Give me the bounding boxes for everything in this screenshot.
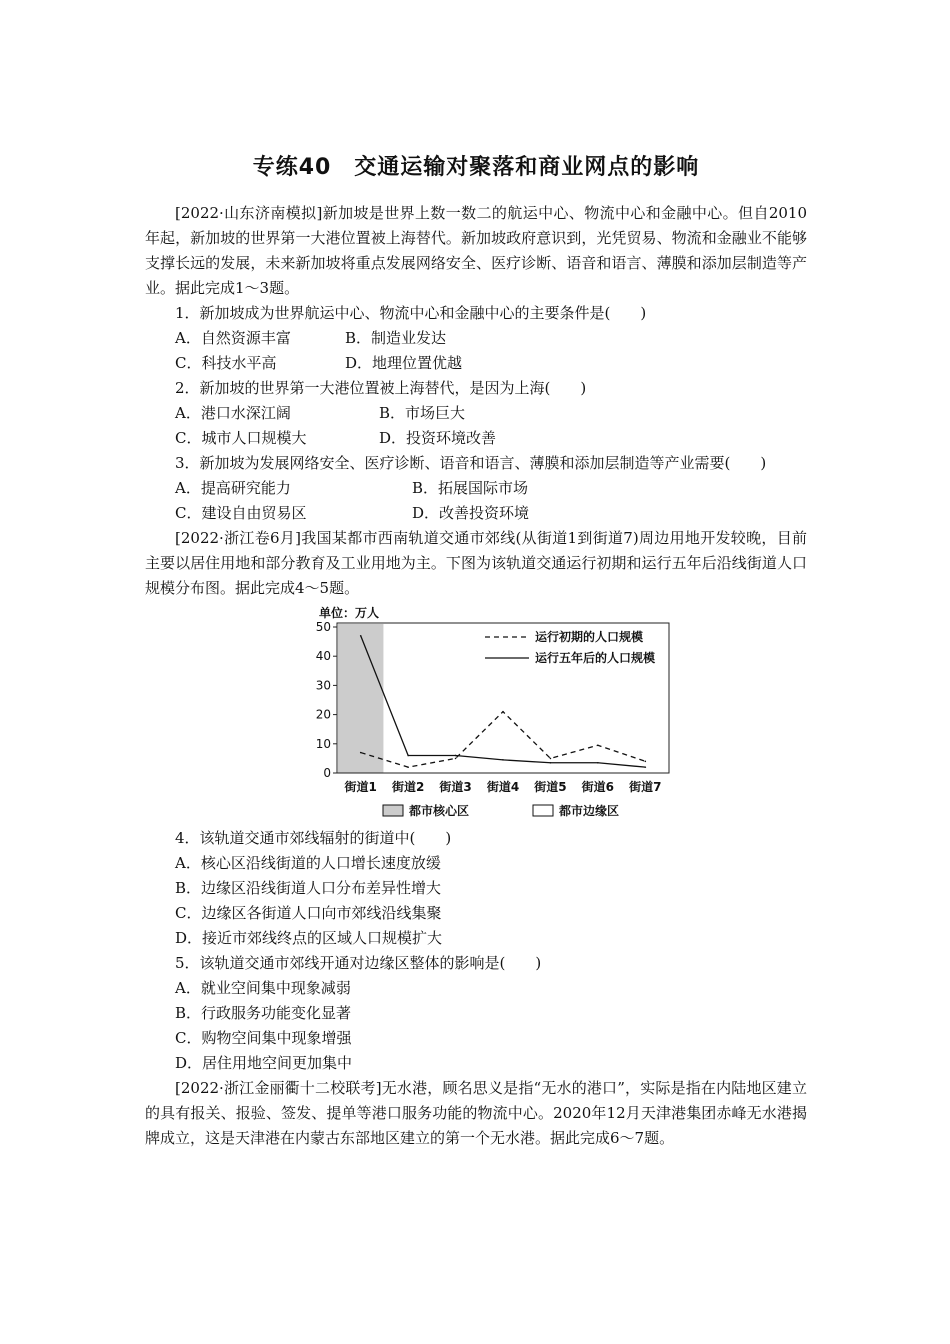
data-point (502, 711, 504, 713)
question-2-options-row1 (145, 401, 807, 426)
option-3b: B．拓展国际市场 (412, 479, 529, 497)
legend-label: 运行初期的人口规模 (535, 630, 644, 644)
x-tick-label: 街道4 (486, 780, 520, 794)
question-2: 2．新加坡的世界第一大港位置被上海替代，是因为上海( ) (175, 379, 587, 397)
core-zone-shading (338, 624, 383, 773)
zone-legend-swatch (383, 805, 403, 816)
group1-intro: [2022·山东济南模拟]新加坡是世界上数一数二的航运中心、物流中心和金融中心。但自2010年起，新加坡的世界第一大港位置被上海替代。新加坡政府意识到，光凭贸易、物流和金融业不能够支撑长远的发展，未来新加坡将重点发展网络安全、医疗诊断、语音和语言、薄膜和添加层制造等产业。据此完成1～3题。 (145, 204, 807, 297)
question-3-options-row2 (145, 501, 807, 526)
option-5c: C．购物空间集中现象增强 (175, 1029, 352, 1047)
question-2-options-row2 (145, 426, 807, 451)
option-5a: A．就业空间集中现象减弱 (175, 979, 351, 997)
option-5b: B．行政服务功能变化显著 (175, 1004, 352, 1022)
x-tick-label: 街道3 (439, 780, 472, 794)
option-2d: D．投资环境改善 (379, 429, 497, 447)
option-4c: C．边缘区各街道人口向市郊线沿线集聚 (175, 904, 442, 922)
population-chart (145, 601, 807, 826)
data-point (550, 762, 552, 764)
x-tick-label: 街道2 (391, 780, 425, 794)
question-4: 4．该轨道交通市郊线辐射的街道中( ) (175, 829, 452, 847)
option-1d: D．地理位置优越 (345, 354, 463, 372)
option-1b: B．制造业发达 (345, 329, 447, 347)
data-point (597, 744, 599, 746)
x-tick-label: 街道5 (534, 780, 567, 794)
data-point (502, 759, 504, 761)
zone-legend-swatch (533, 805, 553, 816)
x-tick-label: 街道7 (629, 780, 662, 794)
option-3a: A．提高研究能力 (175, 479, 291, 497)
population-chart-svg (145, 601, 807, 826)
y-tick-label: 10 (315, 736, 331, 751)
data-point (644, 766, 646, 768)
option-3d: D．改善投资环境 (412, 504, 530, 522)
question-1-options-row2 (145, 351, 807, 376)
zone-legend-label: 都市边缘区 (559, 804, 620, 818)
option-4b: B．边缘区沿线街道人口分布差异性增大 (175, 879, 442, 897)
data-point (644, 761, 646, 763)
data-point (360, 635, 362, 637)
page-title: 专练40 交通运输对聚落和商业网点的影响 (252, 155, 700, 180)
zone-legend-label: 都市核心区 (409, 804, 470, 818)
option-3c: C．建设自由贸易区 (175, 504, 307, 522)
series-initial-line (361, 712, 646, 767)
group2-intro: [2022·浙江卷6月]我国某都市西南轨道交通市郊线(从街道1到街道7)周边用地开发较晚，目前主要以居住用地和部分教育及工业用地为主。下图为该轨道交通运行初期和运行五年后沿线街道人口规模分布图。据此完成4～5题。 (145, 529, 807, 597)
y-axis-label: 单位：万人 (319, 606, 380, 620)
y-tick-label: 20 (315, 707, 331, 722)
option-5d: D．居住用地空间更加集中 (175, 1054, 353, 1072)
question-1-options-row1 (145, 326, 807, 351)
data-point (360, 752, 362, 754)
data-point (455, 755, 457, 757)
question-5: 5．该轨道交通市郊线开通对边缘区整体的影响是( ) (175, 954, 542, 972)
question-3-options-row1 (145, 476, 807, 501)
data-point (407, 766, 409, 768)
option-2b: B．市场巨大 (379, 404, 466, 422)
option-2a: A．港口水深江阔 (175, 404, 291, 422)
y-tick-label: 40 (315, 649, 331, 664)
y-tick-label: 50 (315, 620, 331, 634)
option-4d: D．接近市郊线终点的区域人口规模扩大 (175, 929, 443, 947)
option-4a: A．核心区沿线街道的人口增长速度放缓 (175, 854, 441, 872)
data-point (550, 758, 552, 760)
question-1: 1．新加坡成为世界航运中心、物流中心和金融中心的主要条件是( ) (175, 304, 647, 322)
option-1c: C．科技水平高 (175, 354, 277, 372)
x-tick-label: 街道1 (344, 780, 377, 794)
option-1a: A．自然资源丰富 (175, 329, 291, 347)
plot-frame (337, 623, 669, 773)
document-page (145, 150, 807, 1151)
data-point (597, 762, 599, 764)
data-point (455, 758, 457, 760)
y-tick-label: 0 (323, 766, 331, 780)
question-3: 3．新加坡为发展网络安全、医疗诊断、语音和语言、薄膜和添加层制造等产业需要( ) (175, 454, 767, 472)
legend-label: 运行五年后的人口规模 (535, 651, 656, 665)
y-tick-label: 30 (315, 678, 331, 693)
option-2c: C．城市人口规模大 (175, 429, 307, 447)
data-point (407, 755, 409, 757)
group3-intro: [2022·浙江金丽衢十二校联考]无水港，顾名思义是指“无水的港口”，实际是指在内陆地区建立的具有报关、报验、签发、提单等港口服务功能的物流中心。2020年12月天津港集团赤峰无水港揭牌成立，这是天津港在内蒙古东部地区建立的第一个无水港。据此完成6～7题。 (145, 1079, 807, 1147)
x-tick-label: 街道6 (581, 780, 615, 794)
